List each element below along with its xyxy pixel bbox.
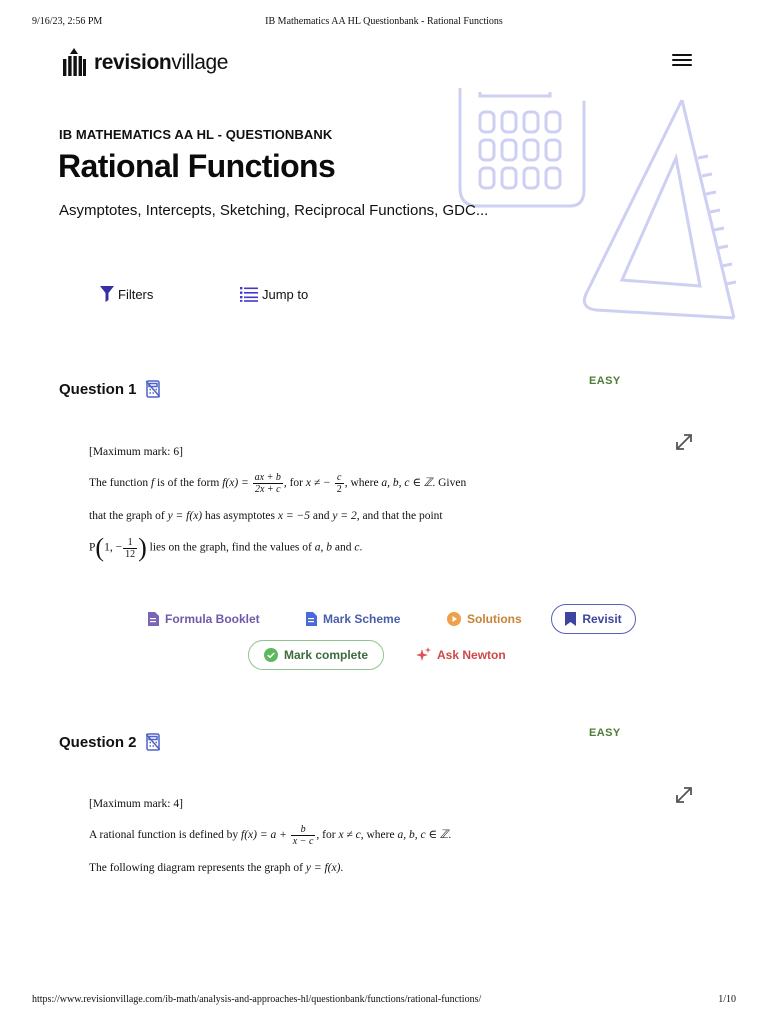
print-page-number: 1/10 <box>718 994 736 1005</box>
revision-village-logo-icon <box>62 48 86 78</box>
print-title: IB Mathematics AA HL Questionbank - Rational Functions <box>265 16 503 27</box>
calculator-and-ruler-illustration <box>450 88 740 328</box>
check-circle-icon <box>264 648 278 662</box>
question-1-text-line-3: P(1, − $\frac{1}{12}$ ) lies on the graph, find the values of a, b and c. <box>89 533 363 562</box>
filter-funnel-icon <box>100 286 114 302</box>
ask-newton-button[interactable]: Ask Newton <box>415 640 506 670</box>
no-calculator-icon[interactable] <box>146 733 160 751</box>
question-2-max-mark: [Maximum mark: 4] <box>89 798 183 810</box>
course-kicker: IB MATHEMATICS AA HL - QUESTIONBANK <box>59 127 333 142</box>
sparkle-icon <box>415 647 431 663</box>
bookmark-icon <box>565 612 576 626</box>
mark-scheme-button[interactable]: Mark Scheme <box>305 604 400 634</box>
logo-wordmark: revisionvillage <box>94 51 229 74</box>
print-url: https://www.revisionvillage.com/ib-math/analysis-and-approaches-hl/questionbank/functions/rational-functions/ <box>32 994 482 1005</box>
question-2-text-line-2: The following diagram represents the graph of y = f(x). <box>89 862 344 874</box>
logo[interactable] <box>62 48 228 78</box>
filters-button[interactable] <box>100 285 153 303</box>
print-footer <box>0 994 768 1008</box>
question-1-text-line-1: The function f is of the form f(x) = $\frac{ax + b}{2x + c}$ , for x ≠ − $\frac{c}{2}$ , where a, b, c ∈ ℤ. Given <box>89 472 467 495</box>
filters-label: Filters <box>118 286 154 302</box>
question-1-text-line-2: that the graph of y = f(x) has asymptotes x = −5 and y = 2, and that the point <box>89 510 443 522</box>
print-date: 9/16/23, 2:56 PM <box>32 16 103 27</box>
question-1-title: Question 1 <box>59 380 160 398</box>
question-1-max-mark: [Maximum mark: 6] <box>89 446 183 458</box>
expand-icon[interactable] <box>674 785 694 805</box>
hamburger-menu-icon[interactable] <box>672 54 692 70</box>
question-1-difficulty-badge: EASY <box>589 375 621 387</box>
document-icon <box>147 612 159 626</box>
jump-to-label: Jump to <box>262 286 309 302</box>
expand-icon[interactable] <box>674 432 694 452</box>
no-calculator-icon[interactable] <box>146 380 160 398</box>
jump-to-button[interactable] <box>240 285 308 303</box>
question-2-title: Question 2 <box>59 733 160 751</box>
page-title: Rational Functions <box>58 148 336 184</box>
document-icon <box>305 612 317 626</box>
play-circle-icon <box>447 612 461 626</box>
question-2-difficulty-badge: EASY <box>589 727 621 739</box>
revisit-button[interactable]: Revisit <box>551 604 636 634</box>
question-2-text-line-1: A rational function is defined by f(x) = a + $\frac{b}{x - c}$ , for x ≠ c, where a, b, c ∈ ℤ. <box>89 824 452 847</box>
formula-booklet-button[interactable]: Formula Booklet <box>147 604 260 634</box>
print-header <box>0 16 768 30</box>
mark-complete-button[interactable]: Mark complete <box>248 640 384 670</box>
list-icon <box>240 286 258 302</box>
solutions-button[interactable]: Solutions <box>447 604 522 634</box>
page-subtitle: Asymptotes, Intercepts, Sketching, Reciprocal Functions, GDC... <box>59 202 489 219</box>
